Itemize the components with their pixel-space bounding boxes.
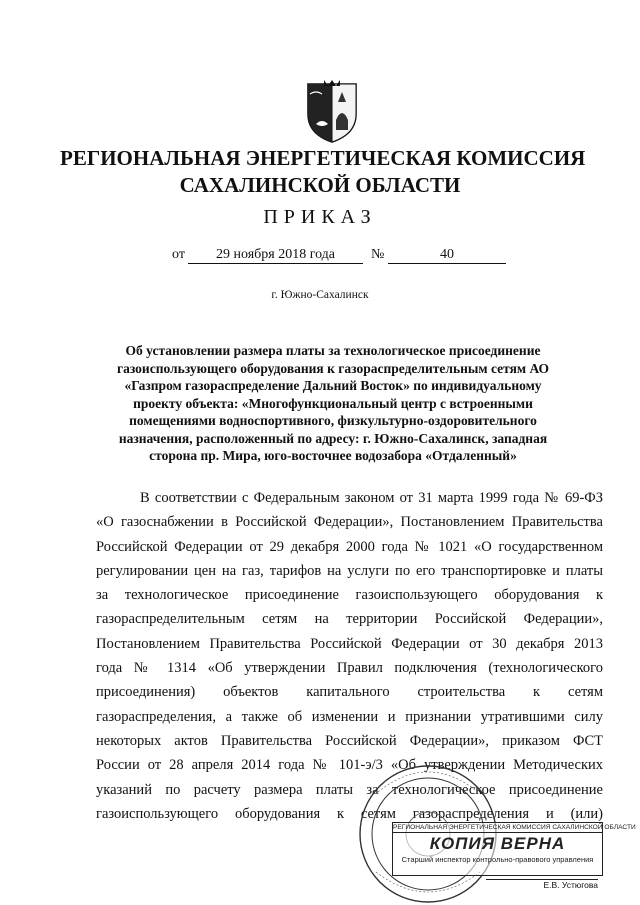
stamp-position: Старший инспектор контрольно-правового управления [401, 855, 594, 864]
org-title-line: САХАЛИНСКОЙ ОБЛАСТИ [179, 173, 461, 197]
coat-of-arms-icon [302, 80, 362, 144]
body-line: В соответствии с Федеральным законом от 31 марта 1999 года № 69-ФЗ [140, 490, 603, 506]
organization-title [60, 145, 586, 199]
order-subject [100, 342, 566, 465]
body-line: газораспределительным сетям на территории Российской Федерации», [96, 611, 603, 628]
stamp-title: КОПИЯ ВЕРНА [429, 834, 566, 853]
city: г. Южно-Сахалинск [271, 289, 369, 301]
body-line: Постановлением Правительства Российской Федерации от 30 декабря 2013 [96, 635, 603, 652]
body-line: присоединения) объектов капитального строительства к сетям [96, 684, 603, 701]
order-number: 40 [388, 247, 506, 264]
body-paragraph [96, 486, 603, 826]
copy-certified-stamp [392, 822, 636, 876]
body-line: газоиспользующего оборудования к сетям газораспределения и (или) [96, 805, 603, 822]
number-sign: № [371, 247, 385, 262]
body-line: газораспределения, а также об изменении и признании утратившими силу [96, 708, 603, 725]
body-line: Российской Федерации от 29 декабря 2000 года № 1021 «О государственном [96, 538, 603, 555]
body-line: регулировании цен на газ, тарифов на услуги по его транспортировке и платы [96, 562, 603, 579]
body-line: России от 28 апреля 2014 года № 101-э/3 «Об утверждении Методических [96, 757, 603, 774]
org-title-line: РЕГИОНАЛЬНАЯ ЭНЕРГЕТИЧЕСКАЯ КОМИССИЯ [60, 146, 586, 170]
order-date-number-line [0, 247, 640, 269]
order-date: 29 ноября 2018 года [188, 247, 363, 264]
subject-line: сторона пр. Мира, юго-восточнее водозабора «Отдаленный» [149, 448, 517, 463]
body-line: года № 1314 «Об утверждении Правил подключения (технологического [96, 660, 603, 677]
document-type: ПРИКАЗ [263, 206, 377, 228]
body-line: некоторых актов Правительства Российской Федерации», приказом ФСТ [96, 732, 603, 749]
body-line: «О газоснабжении в Российской Федерации», Постановлением Правительства [96, 514, 603, 531]
stamp-org: РЕГИОНАЛЬНАЯ ЭНЕРГЕТИЧЕСКАЯ КОМИССИЯ САХАЛИНСКОЙ ОБЛАСТИ [393, 824, 636, 831]
subject-line: помещениями водноспортивного, физкультурно-оздоровительного [129, 413, 537, 428]
subject-line: проекту объекта: «Многофункциональный центр с встроенными [133, 395, 533, 411]
subject-line: назначения, расположенный по адресу: г. Южно-Сахалинск, западная [118, 430, 548, 446]
stamp-signer: Е.В. Устюгова [486, 879, 598, 890]
subject-line: «Газпром газораспределение Дальний Восток» по индивидуальному [124, 378, 542, 393]
date-prefix: от [172, 247, 185, 262]
subject-line: Об установлении размера платы за технологическое присоединение [125, 343, 541, 358]
body-line: указаний по расчету размера платы за технологическое присоединение [96, 781, 603, 798]
subject-line: газоиспользующего оборудования к газораспределительным сетям АО [116, 360, 550, 376]
body-line: за технологическое присоединение газоиспользующего оборудования к [96, 587, 603, 604]
